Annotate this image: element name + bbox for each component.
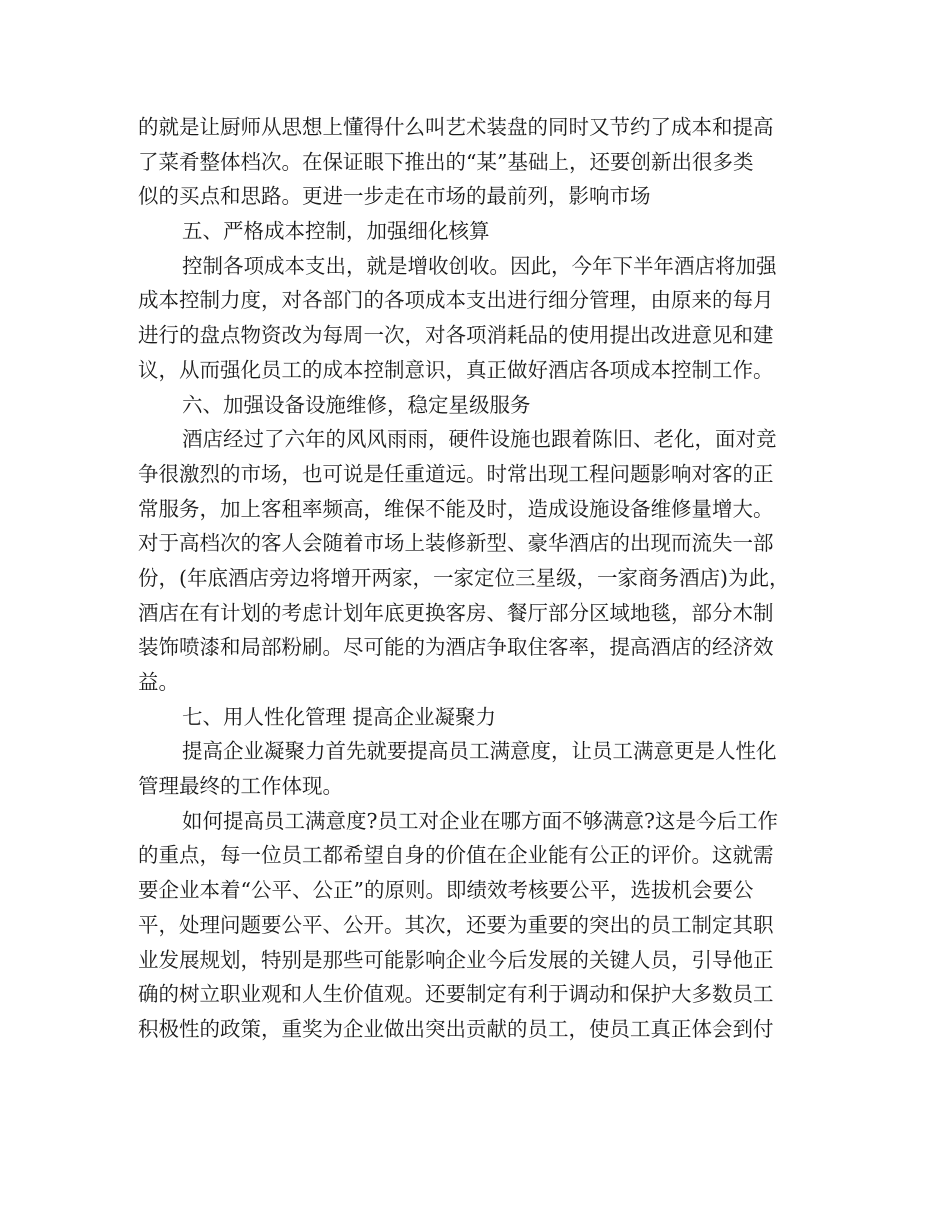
text-line: 议，从而强化员工的成本控制意识，真正做好酒店各项成本控制工作。 xyxy=(138,357,774,382)
text-line: 业发展规划，特别是那些可能影响企业今后发展的关键人员，引导他正 xyxy=(138,947,774,972)
text-line: 进行的盘点物资改为每周一次，对各项消耗品的使用提出改进意见和建 xyxy=(138,323,774,348)
text-line: 酒店经过了六年的风风雨雨，硬件设施也跟着陈旧、老化，面对竞 xyxy=(182,427,777,452)
text-line: 提高企业凝聚力首先就要提高员工满意度，让员工满意更是人性化 xyxy=(182,739,777,764)
document-page xyxy=(138,110,818,1047)
text-line: 平，处理问题要公平、公开。其次，还要为重要的突出的员工制定其职 xyxy=(138,912,774,937)
text-line: 要企业本着“公平、公正”的原则。即绩效考核要公平，选拔机会要公 xyxy=(138,878,754,903)
text-line: 如何提高员工满意度?员工对企业在哪方面不够满意?这是今后工作 xyxy=(182,808,778,833)
text-line: 益。 xyxy=(138,670,179,694)
text-line: 确的树立职业观和人生价值观。还要制定有利于调动和保护大多数员工 xyxy=(138,982,774,1007)
text-line: 似的买点和思路。更进一步走在市场的最前列，影响市场 xyxy=(138,184,651,209)
text-line: 常服务，加上客租率频高，维保不能及时，造成设施设备维修量增大。 xyxy=(138,496,774,521)
text-line: 争很激烈的市场，也可说是任重道远。时常出现工程问题影响对客的正 xyxy=(138,461,774,486)
text-line: 了菜肴整体档次。在保证眼下推出的“某”基础上，还要创新出很多类 xyxy=(138,149,754,174)
text-line: 六、加强设备设施维修，稳定星级服务 xyxy=(182,392,531,417)
text-line: 控制各项成本支出，就是增收创收。因此，今年下半年酒店将加强 xyxy=(182,253,777,278)
text-line: 的就是让厨师从思想上懂得什么叫艺术装盘的同时又节约了成本和提高 xyxy=(138,115,774,139)
text-line: 成本控制力度，对各部门的各项成本支出进行细分管理，由原来的每月 xyxy=(138,288,774,313)
text-line: 对于高档次的客人会随着市场上装修新型、豪华酒店的出现而流失一部 xyxy=(138,531,774,556)
text-line: 五、严格成本控制，加强细化核算 xyxy=(182,219,490,244)
text-line: 管理最终的工作体现。 xyxy=(138,774,343,799)
text-line: 装饰喷漆和局部粉刷。尽可能的为酒店争取住客率，提高酒店的经济效 xyxy=(138,635,774,660)
text-line: 酒店在有计划的考虑计划年底更换客房、餐厅部分区域地毯，部分木制 xyxy=(138,600,774,625)
text-line: 积极性的政策，重奖为企业做出突出贡献的员工，使员工真正体会到付 xyxy=(138,1016,774,1041)
text-line: 份，(年底酒店旁边将增开两家，一家定位三星级，一家商务酒店)为此， xyxy=(138,565,790,590)
text-line: 的重点，每一位员工都希望自身的价值在企业能有公正的评价。这就需 xyxy=(138,843,774,868)
text-line: 七、用人性化管理 提高企业凝聚力 xyxy=(182,704,497,729)
